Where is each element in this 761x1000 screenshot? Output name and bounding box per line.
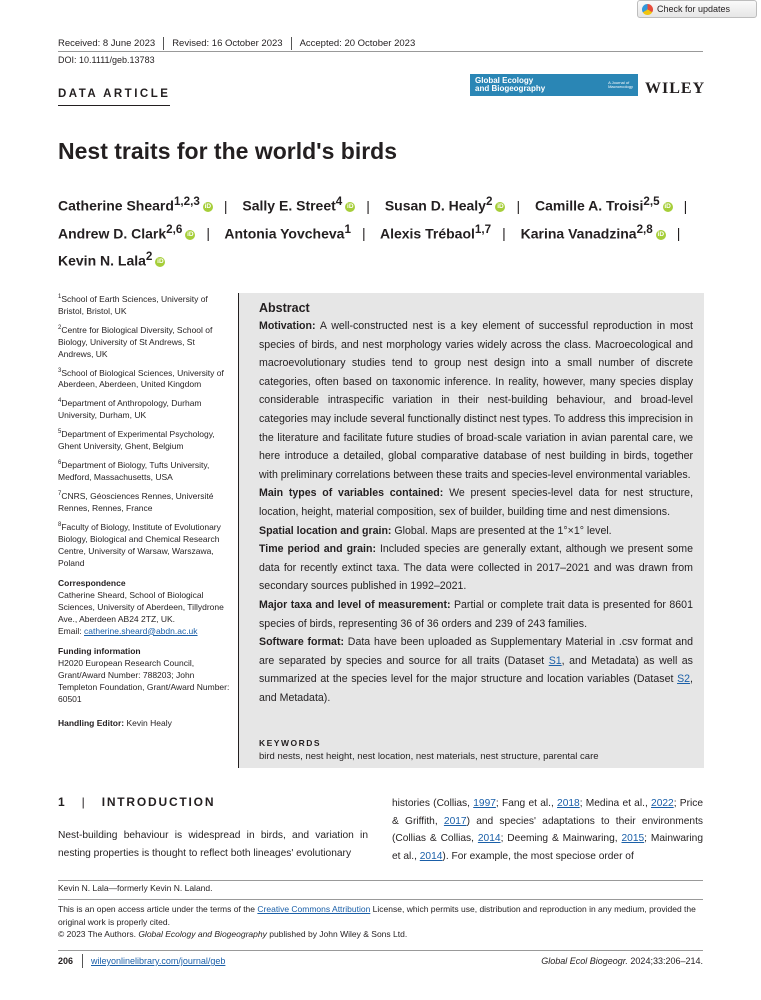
- funding-label: Funding information: [58, 645, 141, 656]
- author-separator: |: [683, 197, 688, 214]
- divider: [163, 37, 164, 50]
- article-info-column: [58, 291, 230, 737]
- author[interactable]: Karina Vanadzina: [520, 225, 637, 242]
- affiliation: [58, 488, 230, 514]
- intro-paragraph-right: [392, 795, 703, 865]
- spatial-text: Global. Maps are presented at the 1°×1° level.: [394, 524, 612, 537]
- citation-link[interactable]: 2014: [477, 833, 501, 844]
- author-affiliation-ref[interactable]: 1,7: [474, 222, 492, 236]
- intro-text: ; Mainwaring et al.,: [392, 833, 703, 862]
- intro-text: ; Price & Griffith,: [392, 798, 703, 827]
- doi: DOI: 10.1111/geb.13783: [58, 55, 155, 65]
- divider: [291, 37, 292, 50]
- author[interactable]: Camille A. Troisi: [534, 197, 644, 214]
- motivation-label: Motivation:: [259, 320, 316, 332]
- abstract-variables: [259, 484, 693, 521]
- author[interactable]: Alexis Trébaol: [379, 225, 475, 242]
- orcid-icon[interactable]: iD: [657, 230, 665, 238]
- software-text-b: , and Metadata) as well as summarized at the species level for the major structure and location variables (Dataset: [259, 654, 693, 686]
- author-affiliation-ref[interactable]: 4: [335, 195, 343, 208]
- footer-rule: [58, 950, 703, 951]
- journal-site-link[interactable]: wileyonlinelibrary.com/journal/geb: [91, 956, 226, 966]
- author-separator: |: [516, 197, 521, 214]
- author-footnote: Kevin N. Lala—formerly Kevin N. Laland.: [58, 883, 213, 893]
- software-text-a: Data have been uploaded as Supplementary Material in .csv format and are separated by species and source for all traits (Dataset: [259, 636, 693, 667]
- affiliation: [58, 519, 230, 569]
- header-rule: [58, 51, 703, 52]
- affiliation-number: 8: [58, 521, 62, 528]
- spatial-label: Spatial location and grain:: [259, 524, 392, 537]
- author[interactable]: Catherine Sheard: [58, 197, 174, 214]
- affiliation-number: 4: [58, 398, 62, 405]
- license-text-a: This is an open access article under the terms of the: [58, 904, 258, 914]
- citation-link[interactable]: 2017: [443, 815, 467, 827]
- publisher-logo[interactable]: WILEY: [645, 80, 706, 97]
- affiliation: [58, 395, 230, 421]
- variables-text: We present species-level data for nest structure, location, height, material composition, sex of builder, building time and nest dimensions.: [259, 487, 694, 518]
- footer-divider: [82, 954, 83, 968]
- funding-text: H2020 European Research Council, Grant/Award Number: 788203; John Templeton Foundation, Grant/Award Number: 60501: [58, 657, 230, 704]
- citation-link[interactable]: 2018: [557, 798, 580, 809]
- taxa-label: Major taxa and level of measurement:: [259, 598, 451, 611]
- email-link[interactable]: catherine.sheard@abdn.ac.uk: [84, 625, 198, 636]
- intro-text: ; Fang et al.,: [495, 798, 558, 809]
- page-number: 206: [58, 956, 74, 966]
- software-label: Software format:: [259, 636, 345, 649]
- intro-paragraph-left: Nest-building behaviour is widespread in birds, and variation in nesting properties is thought to reflect both lineages' evolutionary: [58, 830, 368, 859]
- affiliation-number: 6: [58, 460, 62, 467]
- citation-link[interactable]: 2015: [621, 833, 645, 844]
- affiliation-text: Faculty of Biology, Institute of Evolutionary Biology, Biological and Chemical Research Centre, University of Warsaw, Warszawa, Poland: [58, 521, 221, 568]
- check-for-updates-button[interactable]: [637, 0, 757, 18]
- orcid-icon[interactable]: iD: [664, 202, 671, 210]
- license-notice: [58, 903, 703, 941]
- author-affiliation-ref[interactable]: 2: [145, 250, 153, 264]
- article-type: DATA ARTICLE: [58, 88, 170, 106]
- affiliation: [58, 365, 230, 391]
- author-affiliation-ref[interactable]: 2: [485, 195, 493, 208]
- intro-text: ) and species' adaptations to their environments (Collias & Collias,: [392, 815, 703, 844]
- journal-logo[interactable]: [470, 74, 638, 96]
- journal-sub-line1: A Journal of: [608, 79, 630, 85]
- affiliation: [58, 291, 230, 317]
- intro-heading-text: INTRODUCTION: [101, 795, 216, 809]
- author-affiliation-ref[interactable]: 2,8: [636, 222, 653, 236]
- crossmark-icon: [642, 4, 653, 15]
- orcid-icon[interactable]: iD: [497, 202, 504, 210]
- dataset-s1-link[interactable]: S1: [548, 654, 562, 667]
- citation-link[interactable]: 1997: [473, 798, 496, 809]
- citation-link[interactable]: 2022: [651, 798, 674, 809]
- author-affiliation-ref[interactable]: 2,6: [166, 222, 183, 236]
- affiliation-text: Department of Biology, Tufts University, Medford, Massachusetts, USA: [58, 459, 210, 482]
- author[interactable]: Andrew D. Clark: [58, 225, 167, 242]
- intro-text: ). For example, the most speciose order of: [442, 850, 634, 862]
- citation-details: 2024;33:206–214.: [627, 956, 703, 966]
- orcid-icon[interactable]: iD: [204, 202, 212, 210]
- abstract-time: [259, 540, 693, 596]
- footnote-rule: [58, 880, 703, 881]
- received-date: Received: 8 June 2023: [58, 38, 156, 49]
- orcid-icon[interactable]: iD: [187, 230, 194, 238]
- citation-link[interactable]: 2014: [419, 850, 443, 862]
- author[interactable]: Sally E. Street: [242, 197, 336, 214]
- author[interactable]: Kevin N. Lala: [58, 252, 146, 269]
- intro-text: ; Deeming & Mainwaring,: [500, 833, 622, 844]
- software-text-c: , and Metadata).: [259, 673, 693, 704]
- intro-heading-number: 1: [58, 795, 67, 809]
- motivation-text: A well-constructed nest is a key element of successful reproduction in most species of birds, and nest morphology varies widely across the class. Macroecological and macroevolutionary studies tend to group nest design into a small number of discrete categories, often based on taxonomic inference. In reality, however, many species display considerable intraspecific variation in their nest-building behaviour, and broad-level categories may include several functionally distinct nest types. To address this imprecision in the literature and facilitate future studies of broad-scale variation in avian parental care, we here introduce a detailed, global comparative database of nest building in birds, together with preliminary correlations between these traits and species-level environmental variables.: [259, 320, 693, 481]
- author-separator: |: [502, 225, 506, 242]
- time-label: Time period and grain:: [259, 543, 376, 556]
- dataset-s2-link[interactable]: S2: [677, 673, 691, 686]
- author-separator: |: [676, 225, 681, 242]
- keywords-text: bird nests, nest height, nest location, nest materials, nest structure, parental care: [259, 751, 599, 762]
- article-dates: [58, 37, 415, 50]
- abstract-taxa: [259, 596, 693, 633]
- abstract: [259, 299, 693, 707]
- author-separator: |: [366, 197, 370, 214]
- affiliation-text: Centre for Biological Diversity, School of Biology, University of St Andrews, St Andrews, UK: [58, 324, 213, 359]
- license-text-b: License, which permits use, distribution and reproduction in any medium, provided the original work is properly cited.: [58, 904, 696, 927]
- intro-text: histories (Collias,: [392, 798, 474, 809]
- cc-license-link[interactable]: Creative Commons Attribution: [257, 904, 371, 914]
- journal-name-line1: Global Ecology: [475, 75, 534, 85]
- affiliation-list: [58, 291, 230, 569]
- revised-date: Revised: 16 October 2023: [172, 38, 283, 49]
- abstract-spatial: [259, 522, 693, 541]
- email-label: Email:: [58, 625, 82, 636]
- copyright-journal: Global Ecology and Biogeography: [138, 929, 267, 939]
- author-affiliation-ref[interactable]: 1,2,3: [173, 195, 200, 208]
- affiliation: [58, 322, 230, 360]
- abstract-motivation: [259, 317, 693, 484]
- taxa-text: Partial or complete trait data is presented for 8601 species of birds, representing 36 of 36 orders and 239 of 243 families.: [259, 598, 693, 630]
- author[interactable]: Susan D. Healy: [384, 197, 486, 214]
- journal-name-line2: and Biogeography: [475, 84, 546, 93]
- affiliation-text: CNRS, Géosciences Rennes, Université Rennes, Rennes, France: [58, 490, 214, 513]
- affiliation: [58, 457, 230, 483]
- check-for-updates-label: Check for updates: [657, 4, 731, 14]
- time-text: Included species are generally extant, although we present some data for recently extinct taxa. The data were collected in 2017–2021 and was drawn from secondary sources published in 1992–2021.: [259, 543, 693, 593]
- journal-sub-line2: Macroecology: [608, 84, 633, 89]
- author-affiliation-ref[interactable]: 1: [344, 222, 351, 236]
- affiliation-text: Department of Experimental Psychology, Ghent University, Ghent, Belgium: [58, 429, 215, 452]
- affiliation-text: School of Earth Sciences, University of Bristol, Bristol, UK: [58, 293, 208, 316]
- footer-citation: [541, 956, 703, 966]
- author-separator: |: [206, 225, 210, 242]
- keywords-label: KEYWORDS: [259, 738, 322, 748]
- abstract-software: [259, 633, 693, 707]
- keywords: [259, 737, 693, 763]
- affiliation-number: 1: [58, 294, 62, 300]
- author-separator: |: [361, 225, 366, 242]
- page-title: Nest traits for the world's birds: [58, 138, 398, 164]
- correspondence-label: Correspondence: [58, 577, 126, 588]
- affiliation: [58, 426, 230, 452]
- intro-text: ; Medina et al.,: [579, 798, 652, 809]
- citation-journal: Global Ecol Biogeogr.: [541, 956, 628, 966]
- abstract-heading: Abstract: [259, 301, 310, 315]
- correspondence-text: Catherine Sheard, School of Biological Sciences, University of Aberdeen, Tillydrone Ave., Aberdeen AB24 2TZ, UK.: [58, 589, 224, 624]
- author-affiliation-ref[interactable]: 2,5: [643, 195, 660, 208]
- affiliation-text: Department of Anthropology, Durham University, Durham, UK: [58, 398, 202, 421]
- copyright-text-a: © 2023 The Authors.: [58, 929, 139, 939]
- author-separator: |: [223, 197, 228, 214]
- accepted-date: Accepted: 20 October 2023: [299, 38, 416, 49]
- handling-editor-label: Handling Editor:: [58, 717, 125, 728]
- affiliation-number: 3: [58, 367, 62, 374]
- copyright-text-b: published by John Wiley & Sons Ltd.: [266, 929, 408, 939]
- affiliation-number: 2: [58, 324, 62, 331]
- author[interactable]: Antonia Yovcheva: [224, 225, 345, 242]
- orcid-icon[interactable]: iD: [157, 258, 164, 266]
- license-rule: [58, 899, 703, 900]
- author-list: [58, 190, 708, 273]
- affiliation-number: 7: [58, 490, 62, 497]
- affiliation-text: School of Biological Sciences, University of Aberdeen, Aberdeen, United Kingdom: [58, 367, 224, 390]
- orcid-icon[interactable]: iD: [347, 202, 354, 210]
- handling-editor-name: Kevin Healy: [126, 717, 172, 728]
- correspondence-block: [58, 589, 230, 637]
- variables-label: Main types of variables contained:: [259, 487, 444, 500]
- intro-heading: [58, 795, 215, 809]
- affiliation-number: 5: [58, 429, 62, 436]
- handling-editor: [58, 717, 230, 729]
- heading-divider: |: [81, 795, 87, 809]
